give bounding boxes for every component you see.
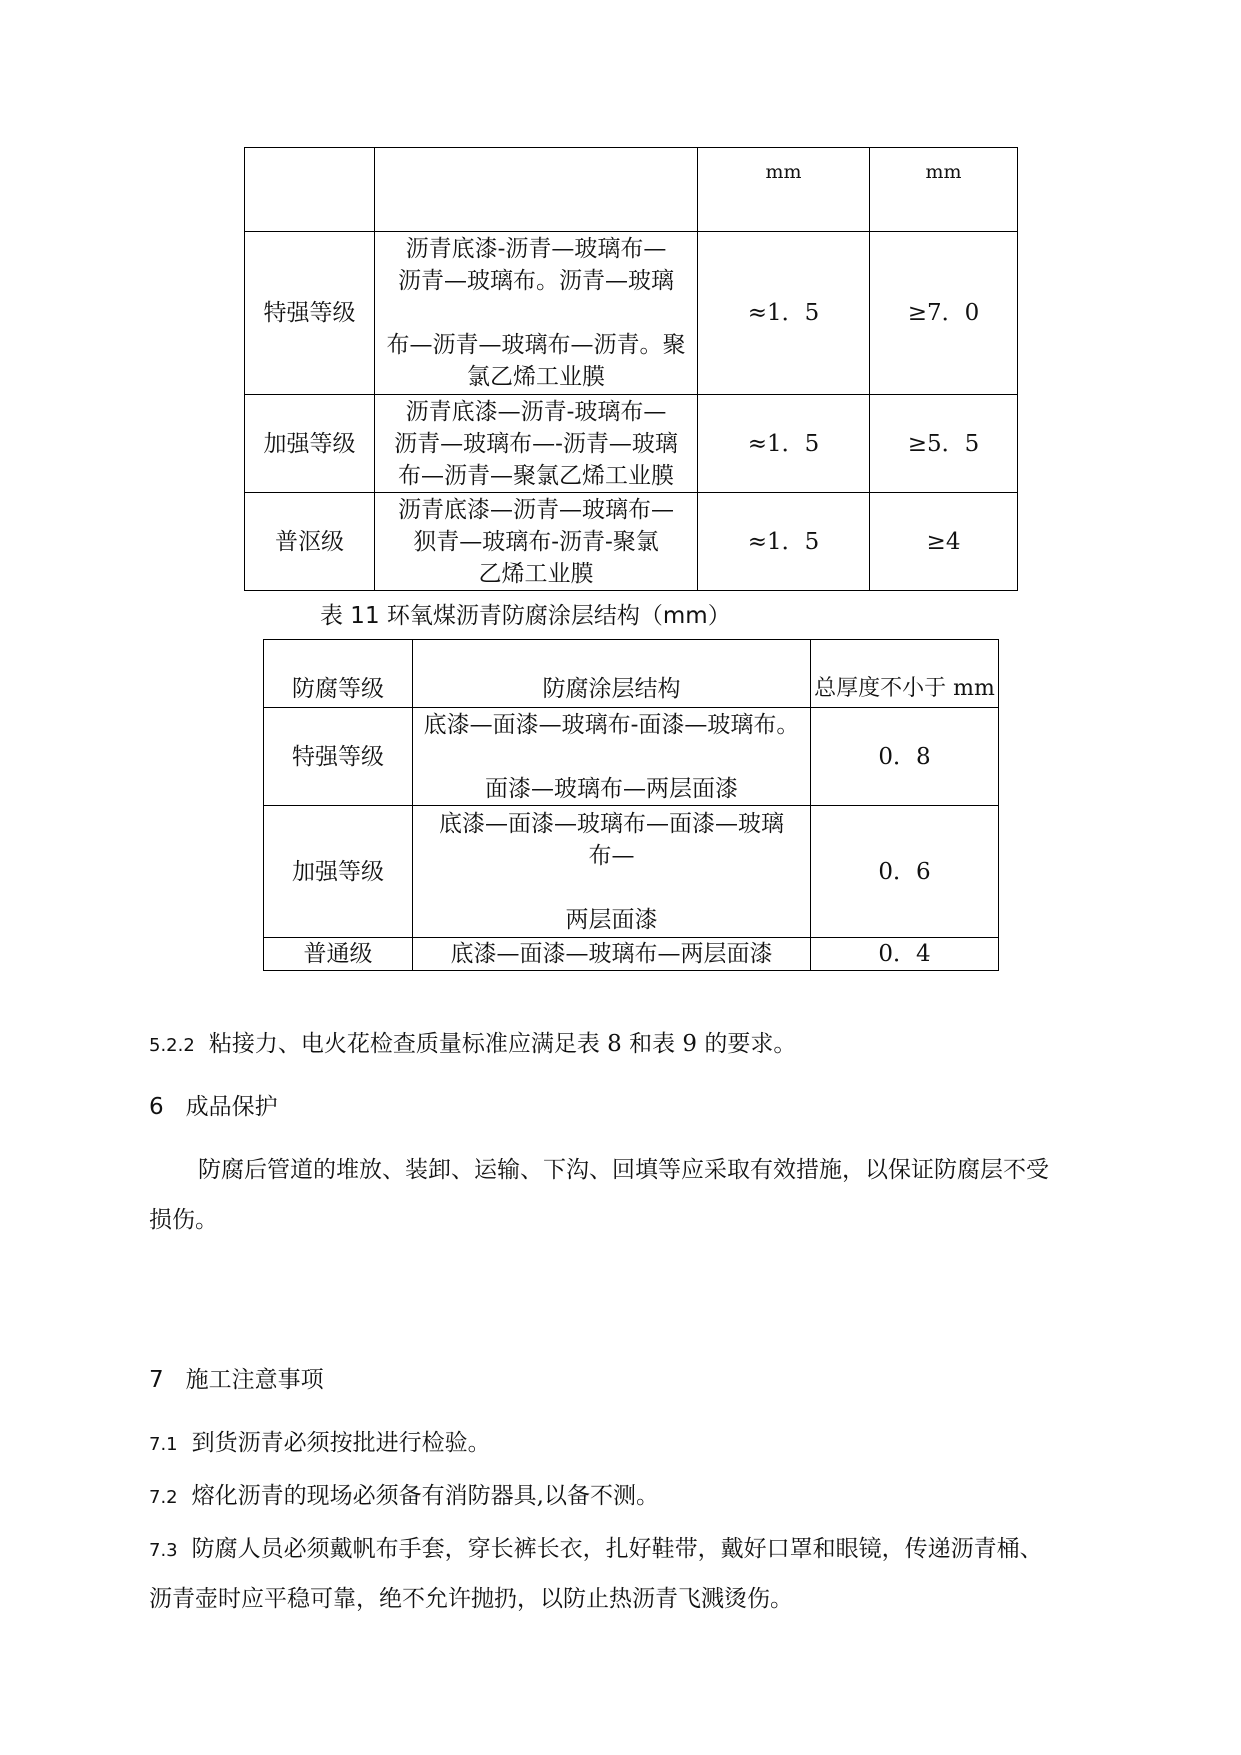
header-cell-structure: 防腐涂层结构: [413, 640, 811, 708]
thickness-cell: 0．4: [811, 938, 999, 971]
structure-gap: [419, 872, 804, 904]
section-number: 6: [149, 1094, 164, 1120]
paragraph-text: 粘接力、电火花检查质量标准应满足表 8 和表 9 的要求。: [208, 1031, 797, 1057]
table-row: [264, 708, 999, 806]
header-cell-thickness: 总厚度不小于 mm: [811, 640, 999, 708]
grade-cell: 加强等级: [264, 806, 413, 938]
structure-line: 面漆—玻璃布—两层面漆: [485, 775, 738, 802]
table-row: [245, 395, 1018, 493]
grade-cell: 普通级: [264, 938, 413, 971]
total-cell: ≥7．0: [870, 232, 1018, 395]
structure-cell: [375, 493, 698, 591]
paragraph-section-6-line-2: 损伤。: [149, 1207, 218, 1233]
structure-line: 底漆—面漆—玻璃布—面漆—玻璃: [439, 810, 784, 837]
table-row: [264, 806, 999, 938]
structure-gap: [379, 297, 693, 329]
structure-cell: [413, 806, 811, 938]
item-number: 7.2: [149, 1487, 178, 1508]
header-cell-grade: [245, 148, 375, 232]
structure-gap: [419, 741, 804, 773]
table-header-row: [264, 640, 999, 708]
heading-section-6: [149, 1091, 278, 1123]
item-7-3: [149, 1533, 1043, 1567]
thickness-cell: 0．8: [811, 708, 999, 806]
coating-structure-table-continued: [244, 147, 1018, 591]
structure-line: 沥青底漆—沥青-玻璃布—: [405, 398, 667, 425]
structure-line: 底漆—面漆—玻璃布-面漆—玻璃布。: [423, 711, 800, 738]
item-text: 熔化沥青的现场必须备有消防器具,以备不测。: [191, 1483, 659, 1509]
paragraph-5-2-2: [149, 1028, 796, 1062]
epoxy-coal-tar-coating-table: [263, 639, 999, 971]
paragraph-section-6-line-1: 防腐后管道的堆放、装卸、运输、下沟、回填等应采取有效措施，以保证防腐层不受: [198, 1157, 1049, 1183]
thickness-cell: ≈1．5: [698, 395, 870, 493]
structure-cell: [375, 395, 698, 493]
item-text: 防腐人员必须戴帆布手套，穿长裤长衣，扎好鞋带，戴好口罩和眼镜，传递沥青桶、: [191, 1536, 1043, 1562]
grade-cell: 加强等级: [245, 395, 375, 493]
structure-line: 两层面漆: [565, 906, 658, 933]
structure-line: 沥青—玻璃布。沥青—玻璃: [398, 268, 674, 294]
grade-cell: 特强等级: [264, 708, 413, 806]
item-number: 7.1: [149, 1434, 178, 1455]
total-cell: ≥5．5: [870, 395, 1018, 493]
table-header-row: [245, 148, 1018, 232]
item-7-1: [149, 1427, 491, 1461]
structure-cell: [413, 708, 811, 806]
thickness-cell: ≈1．5: [698, 232, 870, 395]
item-7-3-continued: 沥青壶时应平稳可靠，绝不允许抛扔，以防止热沥青飞溅烫伤。: [149, 1586, 793, 1612]
grade-cell: 特强等级: [245, 232, 375, 395]
heading-section-7: [149, 1364, 324, 1396]
structure-line: 沥青—玻璃布—-沥青—玻璃: [394, 430, 678, 457]
structure-line: 狈青—玻璃布-沥青-聚氯: [413, 528, 659, 555]
structure-line: 沥青底漆-沥青—玻璃布—: [405, 236, 667, 262]
thickness-cell: 0．6: [811, 806, 999, 938]
section-number: 7: [149, 1367, 164, 1393]
table-row: [264, 938, 999, 971]
header-cell-grade: 防腐等级: [264, 640, 413, 708]
heading-text: 施工注意事项: [185, 1367, 324, 1393]
structure-line: 布—: [588, 842, 635, 869]
table-row: [245, 493, 1018, 591]
item-7-2: [149, 1480, 659, 1514]
structure-line: 乙烯工业膜: [478, 560, 594, 587]
structure-line: 沥青底漆—沥青—玻璃布—: [398, 496, 674, 523]
table-11-title: 表 11 环氧煤沥青防腐涂层结构（mm）: [320, 603, 731, 629]
header-cell-structure: [375, 148, 698, 232]
structure-line: 布—沥青—聚氯乙烯工业膜: [398, 462, 674, 489]
structure-line: 布—沥青—玻璃布—沥青。聚: [386, 332, 686, 358]
structure-cell: [375, 232, 698, 395]
item-text: 到货沥青必须按批进行检验。: [191, 1430, 491, 1456]
structure-line: 氯乙烯工业膜: [467, 364, 605, 390]
heading-text: 成品保护: [185, 1094, 278, 1120]
table-row: [245, 232, 1018, 395]
header-cell-thickness-unit: mm: [698, 148, 870, 232]
total-cell: ≥4: [870, 493, 1018, 591]
grade-cell: 普沤级: [245, 493, 375, 591]
item-number: 7.3: [149, 1540, 178, 1561]
section-number: 5.2.2: [149, 1035, 195, 1056]
structure-cell: 底漆—面漆—玻璃布—两层面漆: [413, 938, 811, 971]
thickness-cell: ≈1．5: [698, 493, 870, 591]
header-cell-total-unit: mm: [870, 148, 1018, 232]
